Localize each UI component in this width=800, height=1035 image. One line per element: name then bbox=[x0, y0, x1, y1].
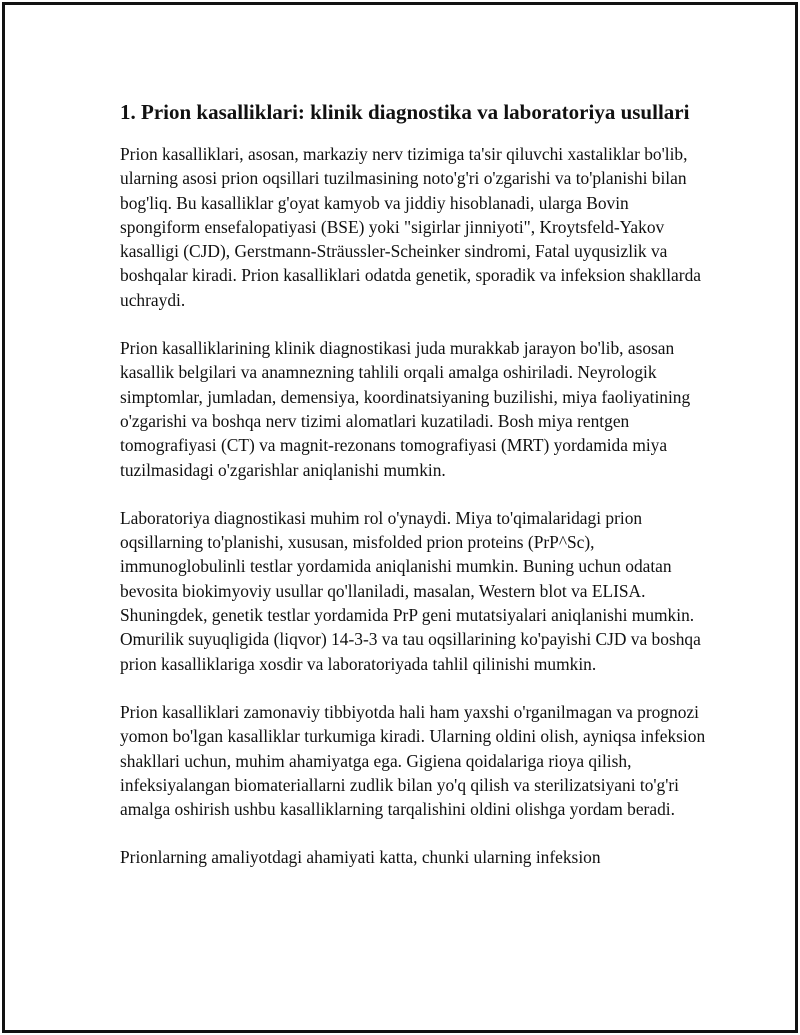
paragraph-3: Laboratoriya diagnostikasi muhim rol o'ynaydi. Miya to'qimalaridagi prion oqsillarning to'planishi, xususan, misfolded prion proteins (PrP^Sc), immunoglobulinli testlar yordamida aniqlanishi mumkin. Buning uchun odatan bevosita biokimyoviy usullar qo'llaniladi, masalan, Western blot va ELISA. Shuningdek, genetik testlar yordamida PrP geni mutatsiyalari aniqlanishi mumkin. Omurilik suyuqligida (liqvor) 14-3-3 va tau oqsillarining ko'payishi CJD va boshqa prion kasalliklariga xosdir va laboratoriyada tahlil qilinishi mumkin. bbox=[120, 507, 701, 674]
document-body bbox=[120, 97, 710, 894]
page-frame bbox=[2, 2, 798, 1033]
paragraph-4: Prion kasalliklari zamonaviy tibbiyotda hali ham yaxshi o'rganilmagan va prognozi yomon bo'lgan kasalliklar turkumiga kiradi. Ularning oldini olish, ayniqsa infeksion shakllari uchun, muhim ahamiyatga ega. Gigiena qoidalariga rioya qilish, infeksiyalangan biomateriallarni zudlik bilan yo'q qilish va sterilizatsiyani to'g'ri amalga oshirish ushbu kasalliklarning tarqalishini oldini olishga yordam beradi. bbox=[120, 701, 706, 820]
paragraph-1: Prion kasalliklari, asosan, markaziy nerv tizimiga ta'sir qiluvchi xastaliklar bo'lib, ularning asosi prion oqsillari tuzilmasining noto'g'ri o'zgarishi va to'planishi bilan bog'liq. Bu kasalliklar g'oyat kamyob va jiddiy hisoblanadi, ularga Bovin spongiform ensefalopatiyasi (BSE) yoki "sigirlar jinniyoti", Kroytsfeld-Yakov kasalligi (CJD), Gerstmann-Sträussler-Scheinker sindromi, Fatal uyqusizlik va boshqalar kiradi. Prion kasalliklari odatda genetik, sporadik va infeksion shakllarda uchraydi. bbox=[120, 144, 701, 310]
paragraph-5: Prionlarning amaliyotdagi ahamiyati katta, chunki ularning infeksion bbox=[120, 847, 601, 868]
section-heading: 1. Prion kasalliklari: klinik diagnostika va laboratoriya usullari bbox=[120, 100, 690, 124]
paragraph-2: Prion kasalliklarining klinik diagnostikasi juda murakkab jarayon bo'lib, asosan kasallik belgilari va anamnezning tahlili orqali amalga oshiriladi. Neyrologik simptomlar, jumladan, demensiya, koordinatsiyaning buzilishi, miya faoliyatining o'zgarishi va boshqa nerv tizimi alomatlari kuzatiladi. Bosh miya rentgen tomografiyasi (CT) va magnit-rezonans tomografiyasi (MRT) yordamida miya tuzilmasidagi o'zgarishlar aniqlanishi mumkin. bbox=[120, 338, 691, 480]
